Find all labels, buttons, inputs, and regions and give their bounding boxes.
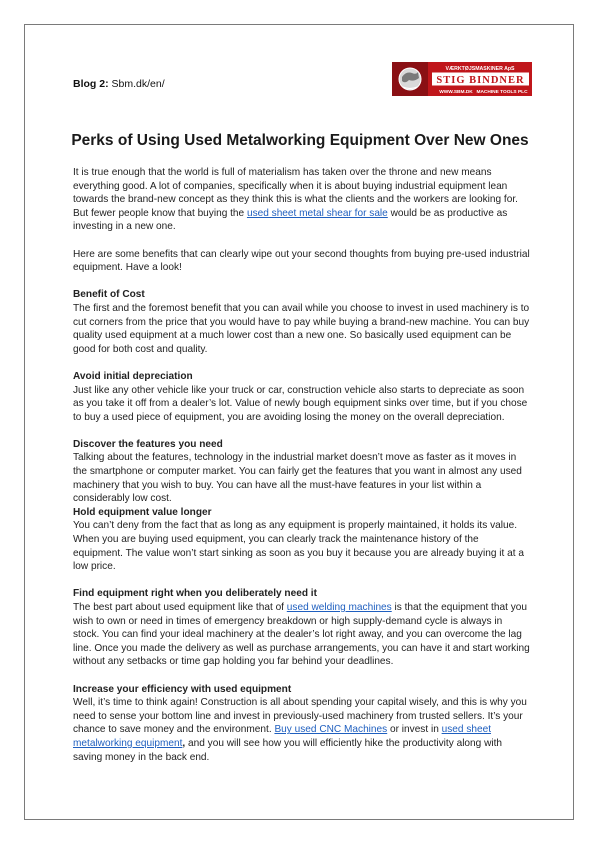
need-text-before: The best part about used equipment like that of — [73, 602, 287, 613]
sheet-metalworking-link[interactable]: used sheet metalworking equipment — [73, 724, 492, 749]
intro-text-after: would be as productive as investing in a new one. — [73, 207, 508, 233]
intro-paragraph-2: Here are some benefits that can clearly wipe out your second thoughts from buying pre-used industrial equipment. Have a look! — [73, 248, 530, 274]
logo-brand-text: STIG BINDNER — [436, 75, 525, 86]
page-title: Perks of Using Used Metalworking Equipment Over New Ones — [71, 132, 529, 149]
efficiency-text-before: Well, it’s time to think again! Construction is all about spending your capital wisely, and this is why you need to sense your bottom line and invest in previously-used machinery from trusted sellers. It’s your chance to save money and the environment. — [73, 697, 527, 736]
blog-prefix: Blog 2: — [73, 78, 109, 90]
logo-site-text: WWW.SBM.DK — [439, 90, 473, 95]
section-text-cost: The first and the foremost benefit that you can avail while you choose to invest in used machinery is to cut corners from the price that you would have to pay while buying a brand-new machine. You can buy quality used equipment at a much lower cost than a new one. So basically used equipment can be good for both cost and quality. — [73, 302, 530, 355]
section-heading-efficiency: Increase your efficiency with used equipment — [73, 683, 292, 695]
section-heading-cost: Benefit of Cost — [73, 289, 145, 301]
sheet-metal-shear-link[interactable]: used sheet metal shear for sale — [246, 207, 388, 219]
blog-label — [73, 78, 165, 90]
article-body — [73, 166, 531, 764]
section-text-need — [73, 601, 531, 669]
need-text-after: is that the equipment that you wish to own or need in times of emergency breakdown or high supply-demand cycle is always in stock. You can find your ideal machinery at the dealer’s lot right away, and you can overcome the lag line. Once you made the delivery as well as purchase arrangements, you can have it and start working without any setbacks or time gap holding you far behind your deadlines. — [73, 602, 530, 668]
logo-sub-text: MACHINE TOOLS PLC — [476, 90, 528, 95]
section-heading-value: Hold equipment value longer — [73, 506, 212, 518]
section-heading-features: Discover the features you need — [73, 438, 223, 450]
welding-machines-link[interactable]: used welding machines — [286, 602, 392, 613]
section-text-depreciation: Just like any other vehicle like your truck or car, construction vehicle also starts to depreciate as soon as you take it off from a dealer’s lot. Value of newly bough equipment sinks over time, but if you chose to buy a used piece of equipment, you are avoiding losing the money on the overall depreciation. — [73, 384, 528, 423]
blog-url: Sbm.dk/en/ — [108, 78, 165, 90]
section-text-efficiency — [73, 696, 531, 764]
logo-top-text: VÆRKTØJSMASKINER ApS — [445, 66, 515, 72]
company-logo — [392, 62, 532, 96]
efficiency-comma: , — [182, 737, 186, 749]
section-text-value: You can’t deny from the fact that as long as any equipment is properly maintained, it holds its value. When you are buying used equipment, you can clearly track the maintenance history of the equipment. The value won’t start sinking as soon as you buy it because you are already buying it at a low price. — [73, 520, 524, 573]
section-heading-need: Find equipment right when you deliberately need it — [73, 588, 317, 600]
efficiency-text-mid: or invest in — [387, 724, 442, 736]
section-text-features: Talking about the features, technology in the industrial market doesn’t move as faster as it moves in the smartphone or computer market. You can fairly get the features that you want in almost any used machinery that you wish to buy. You can have all the must-have features in your list within a considerably low cost. — [73, 452, 522, 505]
section-heading-depreciation: Avoid initial depreciation — [73, 370, 193, 382]
intro-paragraph — [73, 166, 531, 234]
cnc-machines-link[interactable]: Buy used CNC Machines — [274, 724, 388, 736]
intro-text-before: It is true enough that the world is full of materialism has taken over the throne and new means everything good. A lot of companies, specifically when it is about buying industrial equipment lean towards the brand-new concept as they think this is what the clients and the workers are looking for. But fewer people know that buying the — [73, 167, 518, 219]
efficiency-text-after: and you will see how you will efficiently hike the productivity along with saving money in the back end. — [73, 737, 503, 763]
